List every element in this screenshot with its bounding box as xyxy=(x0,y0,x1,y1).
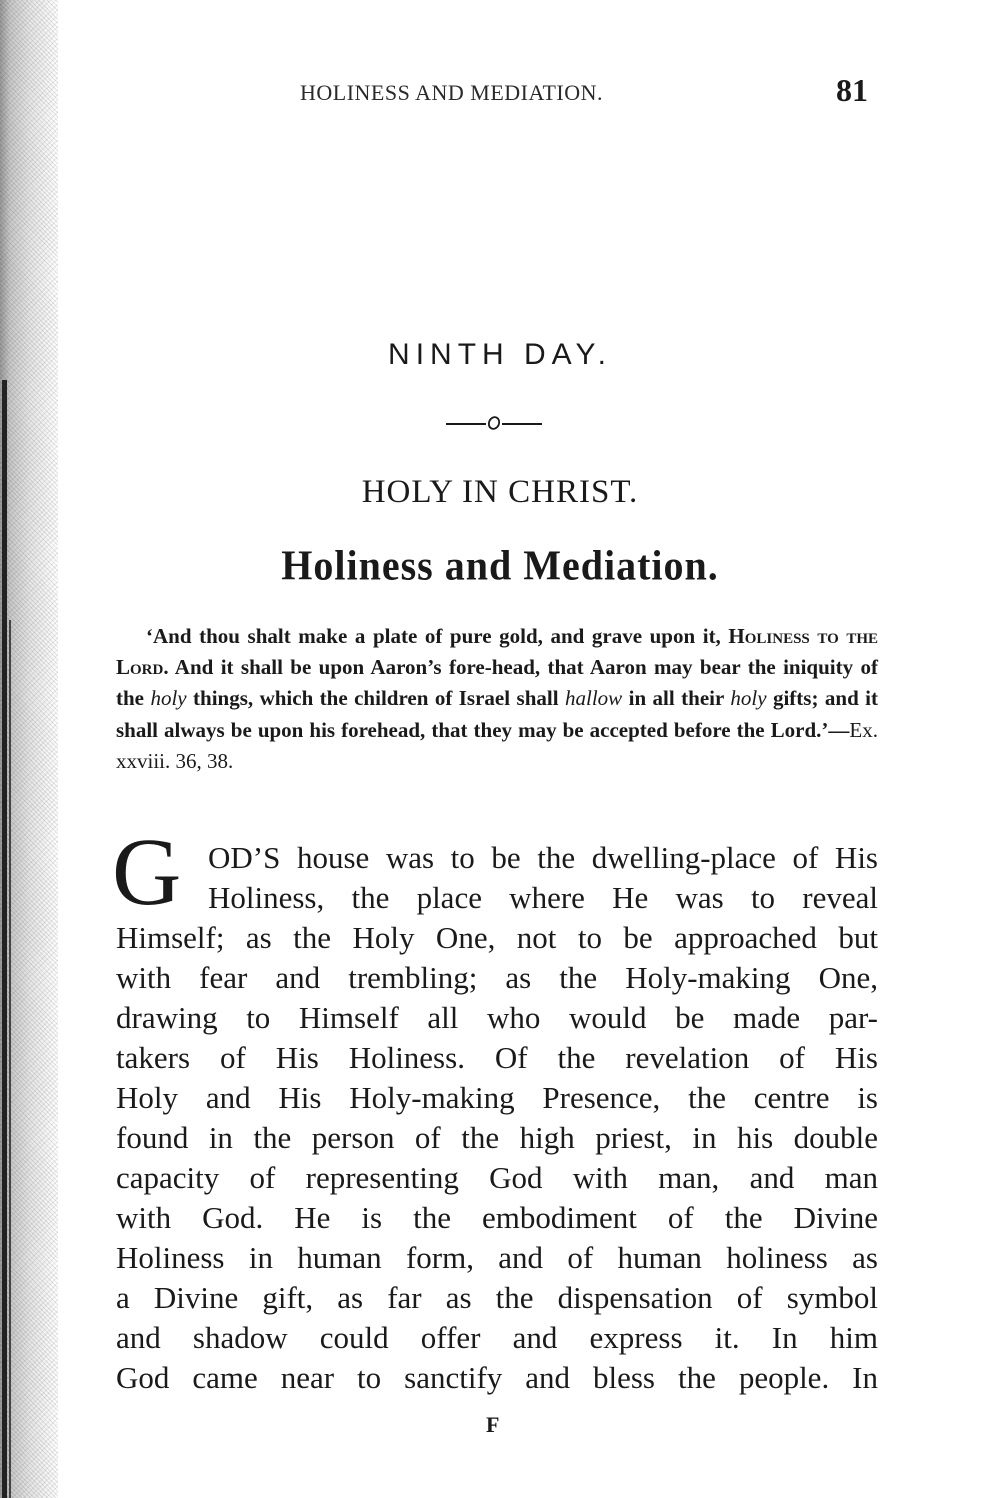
spine-edge-line-inner xyxy=(9,620,11,1498)
body-line: takers of His Holiness. Of the revelation of His xyxy=(116,1040,878,1075)
epigraph-small-caps: Holiness to the Lord. xyxy=(116,624,878,680)
body-line: Himself; as the Holy One, not to be approached but xyxy=(116,920,878,955)
body-line: and shadow could offer and express it. In him xyxy=(116,1320,878,1355)
body-line: a Divine gift, as far as the dispensation of symbol xyxy=(116,1280,878,1315)
body-paragraph xyxy=(116,838,878,1398)
body-line: found in the person of the high priest, in his double xyxy=(116,1120,878,1155)
drop-cap: G xyxy=(112,818,182,925)
scripture-reference: Ex. xxviii. 36, 38. xyxy=(116,717,878,773)
ornament-rule-icon xyxy=(446,412,542,432)
body-line: capacity of representing God with man, and man xyxy=(116,1160,878,1195)
day-title: NINTH DAY. xyxy=(388,338,612,371)
body-line: with fear and trembling; as the Holy-making One, xyxy=(116,960,878,995)
epigraph-text: ‘And thou shalt make a plate of pure gold, and grave upon it, Holiness to the Lord. And it shall be upon Aaron’s fore-head, that Aaron may bear the iniquity of the holy things, which the children of Israel shall hallow in all their holy gifts; and it shall always be upon his forehead, that they may be accepted before the Lord.’—Ex. xxviii. 36, 38. xyxy=(116,624,879,773)
body-line: God came near to sanctify and bless the people. In xyxy=(116,1360,878,1395)
chapter-subtitle: Holiness and Mediation. xyxy=(281,541,719,590)
signature-mark: F xyxy=(486,1412,500,1437)
page-number: 81 xyxy=(836,72,868,108)
body-line: Holiness in human form, and of human holiness as xyxy=(116,1240,878,1275)
body-line: Holy and His Holy-making Presence, the centre is xyxy=(116,1080,878,1115)
running-head: HOLINESS AND MEDIATION. xyxy=(300,80,603,105)
body-line: with God. He is the embodiment of the Divine xyxy=(116,1200,878,1235)
epigraph xyxy=(116,621,878,777)
chapter-title: HOLY IN CHRIST. xyxy=(361,474,639,510)
body-line: drawing to Himself all who would be made par- xyxy=(116,1000,878,1035)
body-line: Holiness, the place where He was to reveal xyxy=(208,880,878,915)
body-line: OD’S house was to be the dwelling-place of His xyxy=(208,840,878,875)
